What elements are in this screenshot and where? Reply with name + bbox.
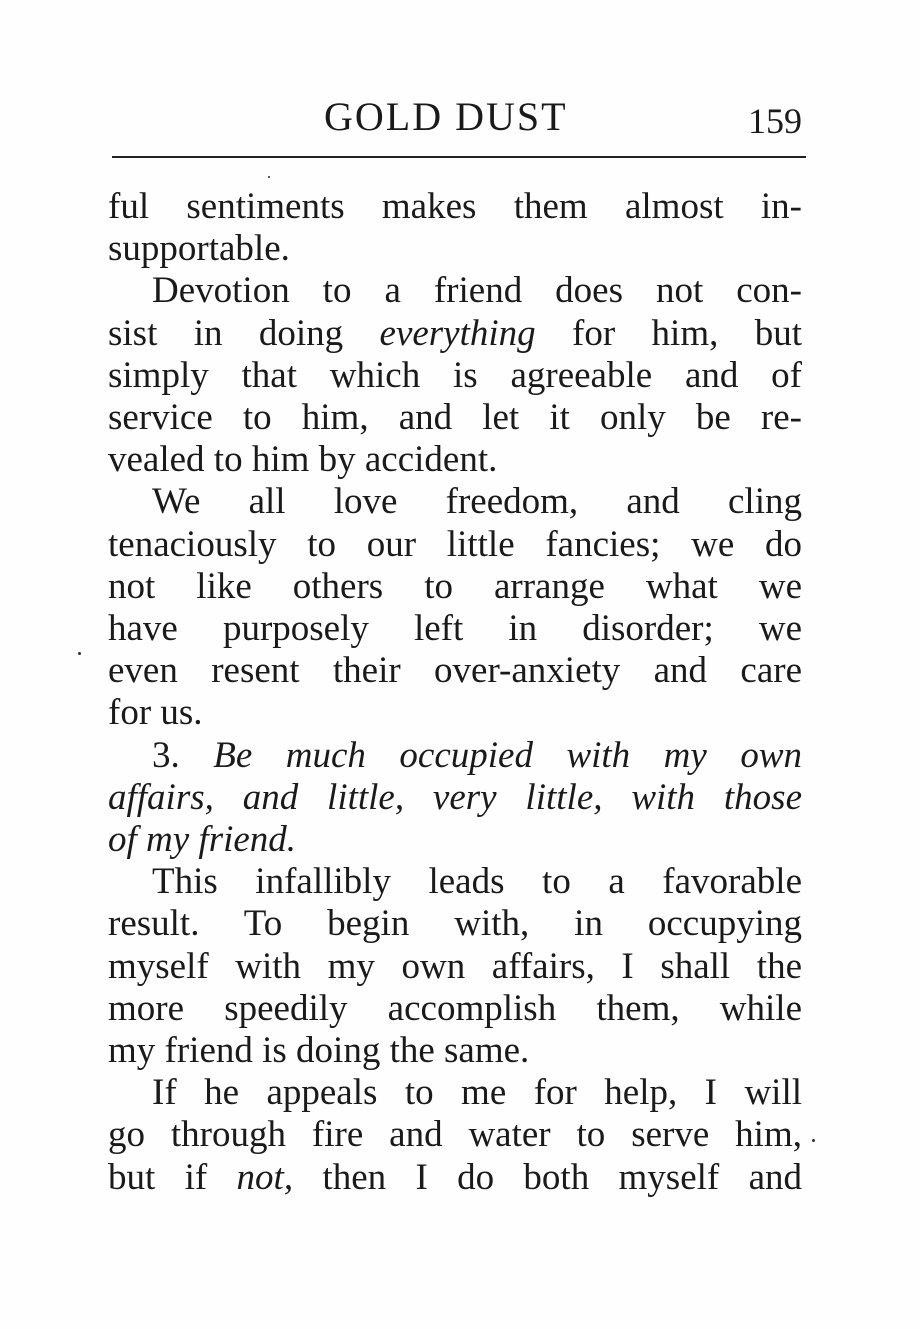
italic-text: affairs, and little, very little, with those xyxy=(108,776,802,818)
roman-text: service to him, and let it only be re- xyxy=(108,397,802,439)
text-line xyxy=(108,650,802,692)
text-line xyxy=(108,1157,802,1199)
roman-text: then I do both myself and xyxy=(293,1156,802,1198)
header-rule xyxy=(112,156,806,158)
italic-text: of my friend. xyxy=(108,819,297,861)
text-line xyxy=(108,355,802,397)
text-line xyxy=(108,1072,802,1114)
text-line xyxy=(108,439,802,481)
body-text xyxy=(108,186,802,1199)
paragraph xyxy=(108,735,802,862)
roman-text: We all love freedom, and cling xyxy=(152,481,802,523)
text-line xyxy=(108,228,802,270)
text-line xyxy=(108,397,802,439)
paragraph xyxy=(108,861,802,1072)
running-title: GOLD DUST xyxy=(324,94,568,139)
roman-text: supportable. xyxy=(108,228,290,270)
paragraph xyxy=(108,186,802,270)
text-line xyxy=(108,692,802,734)
text-line xyxy=(108,313,802,355)
text-line xyxy=(108,566,802,608)
roman-text: but if xyxy=(108,1156,237,1198)
text-line xyxy=(108,186,802,228)
roman-text: vealed to him by accident. xyxy=(108,439,498,481)
paragraph xyxy=(108,1072,802,1199)
roman-text: have purposely left in disorder; we xyxy=(108,608,802,650)
roman-text: myself with my own affairs, I shall the xyxy=(108,945,802,987)
roman-text: not like others to arrange what we xyxy=(108,565,802,607)
roman-text: ful sentiments makes them almost in- xyxy=(108,186,802,227)
roman-text: for him, but xyxy=(535,312,802,354)
page-number: 159 xyxy=(748,101,802,141)
roman-text: sist in doing xyxy=(108,312,380,354)
text-line xyxy=(108,481,802,523)
paragraph xyxy=(108,270,802,481)
paragraph xyxy=(108,481,802,734)
roman-text: my friend is doing the same. xyxy=(108,1030,530,1072)
roman-text: simply that which is agreeable and of xyxy=(108,354,802,396)
roman-text: tenaciously to our little fancies; we do xyxy=(108,523,802,565)
text-line xyxy=(108,946,802,988)
text-line xyxy=(108,270,802,312)
print-speck xyxy=(812,1139,815,1142)
roman-text: more speedily accomplish them, while xyxy=(108,987,802,1029)
text-line xyxy=(108,861,802,903)
text-line xyxy=(108,903,802,945)
roman-text: even resent their over-anxiety and care xyxy=(108,650,802,692)
roman-text: Devotion to a friend does not con- xyxy=(152,270,802,312)
roman-text: 3. xyxy=(152,734,214,776)
text-line xyxy=(108,608,802,650)
print-speck xyxy=(268,176,270,178)
roman-text: for us. xyxy=(108,692,203,734)
print-speck xyxy=(78,652,81,655)
italic-text: Be much occupied with my own xyxy=(213,734,802,776)
roman-text: result. To begin with, in occupying xyxy=(108,903,802,945)
roman-text: go through fire and water to serve him, xyxy=(108,1114,802,1156)
text-line xyxy=(108,819,802,861)
text-line xyxy=(108,988,802,1030)
roman-text: If he appeals to me for help, I will xyxy=(152,1072,802,1114)
text-line xyxy=(108,735,802,777)
text-line xyxy=(108,1114,802,1156)
text-line xyxy=(108,524,802,566)
running-head xyxy=(112,92,808,142)
text-line xyxy=(108,1030,802,1072)
italic-text: everything xyxy=(379,312,536,354)
text-line xyxy=(108,777,802,819)
italic-text: not, xyxy=(236,1156,294,1198)
roman-text: This infallibly leads to a favorable xyxy=(152,861,802,903)
